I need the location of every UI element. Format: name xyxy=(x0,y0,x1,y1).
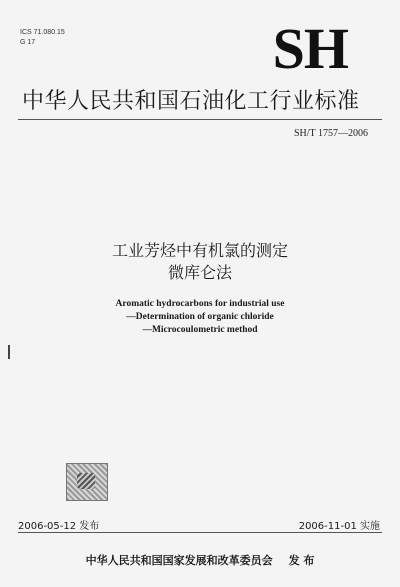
security-stamp-icon xyxy=(66,463,108,501)
footer-divider xyxy=(18,532,382,533)
publisher-line xyxy=(0,552,400,568)
standard-brand-logo: SH xyxy=(272,16,348,81)
publisher-name: 中华人民共和国国家发展和改革委员会 xyxy=(85,554,273,567)
classification-codes xyxy=(20,28,65,48)
ics-code: ICS 71.080.15 xyxy=(20,29,65,36)
standard-number: SH/T 1757—2006 xyxy=(294,128,368,139)
chinese-title xyxy=(0,240,400,284)
english-title-line-2: —Determination of organic chloride xyxy=(126,312,274,322)
issued-label: 发 布 xyxy=(288,554,315,567)
national-standard-title: 中华人民共和国石油化工行业标准 xyxy=(22,89,360,114)
stamp-emblem xyxy=(77,473,95,489)
scan-margin-mark xyxy=(8,345,10,359)
implementation-date: 2006-11-01 实施 xyxy=(298,521,380,532)
english-title-line-3: —Microcoulometric method xyxy=(142,325,258,335)
class-code: G 17 xyxy=(20,39,36,46)
english-title xyxy=(0,298,400,337)
chinese-title-line-1: 工业芳烃中有机氯的测定 xyxy=(111,241,288,260)
header-divider xyxy=(18,119,382,120)
chinese-title-line-2: 微库仑法 xyxy=(167,263,232,282)
issue-date: 2006-05-12 发布 xyxy=(18,521,100,532)
english-title-line-1: Aromatic hydrocarbons for industrial use xyxy=(115,299,285,309)
